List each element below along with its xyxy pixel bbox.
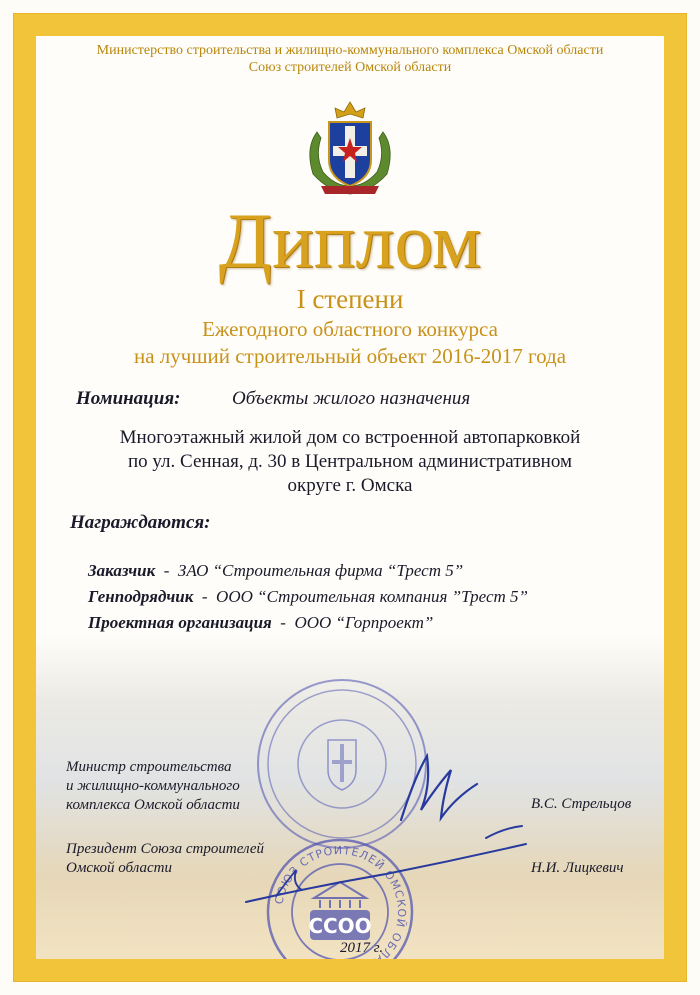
ministry-name: Министерство строительства и жилищно-коммунального комплекса Омской области: [96, 43, 604, 58]
awardee-org: ООО “Строительная компания ”Трест 5”: [216, 587, 528, 606]
awardee-org: ЗАО “Строительная фирма “Трест 5”: [177, 561, 464, 580]
awardee-row: [88, 558, 528, 584]
awardee-role: Заказчик: [88, 561, 156, 580]
president-title-line: Омской области: [66, 860, 172, 876]
awarded-label: Награждаются:: [70, 512, 211, 533]
subtitle-line-2: на лучший строительный объект 2016-2017 года: [133, 344, 567, 368]
awardee-separator: -: [201, 587, 208, 606]
minister-name: В.С. Стрельцов: [531, 796, 632, 812]
diploma-title: Диплом: [218, 197, 482, 284]
minister-title-line: и жилищно-коммунального: [66, 778, 240, 794]
president-signature-icon: [236, 816, 536, 906]
omsk-region-coat-of-arms-icon: [299, 98, 401, 198]
awardees-list: [88, 558, 528, 636]
nomination-label: Номинация:: [76, 388, 181, 409]
stamp-center-text: ССОО: [308, 914, 372, 938]
object-line-1: Многоэтажный жилой дом со встроенной автопарковкой: [119, 427, 581, 448]
issue-year: 2017 г.: [340, 940, 384, 956]
union-name: Союз строителей Омской области: [248, 60, 452, 75]
nomination-value: Объекты жилого назначения: [232, 388, 471, 409]
president-title-line: Президент Союза строителей: [66, 841, 265, 857]
minister-title: [66, 758, 240, 815]
president-name: Н.И. Лицкевич: [531, 860, 624, 876]
object-line-3: округе г. Омска: [287, 475, 413, 496]
minister-title-line: комплекса Омской области: [66, 797, 240, 813]
diploma-body: [36, 36, 664, 980]
object-line-2: по ул. Сенная, д. 30 в Центральном административном: [127, 451, 573, 472]
awardee-separator: -: [163, 561, 170, 580]
subtitle-line-1: Ежегодного областного конкурса: [202, 317, 498, 341]
awardee-role: Генподрядчик: [88, 587, 194, 606]
object-description: [36, 426, 664, 498]
stamp-ring-text: СОЮЗ СТРОИТЕЛЕЙ ОМСКОЙ ОБЛАСТИ: [272, 843, 409, 980]
diploma-degree: I степени: [296, 284, 404, 314]
president-title: [66, 840, 264, 878]
awardee-org: ООО “Горпроект”: [294, 613, 434, 632]
minister-title-line: Министр строительства: [66, 759, 232, 775]
awardee-role: Проектная организация: [88, 613, 272, 632]
awardee-row: [88, 584, 528, 610]
awardee-separator: -: [280, 613, 286, 632]
issuer-header: [36, 42, 664, 76]
contest-subtitle: [36, 316, 664, 370]
awardee-row: [88, 610, 528, 636]
